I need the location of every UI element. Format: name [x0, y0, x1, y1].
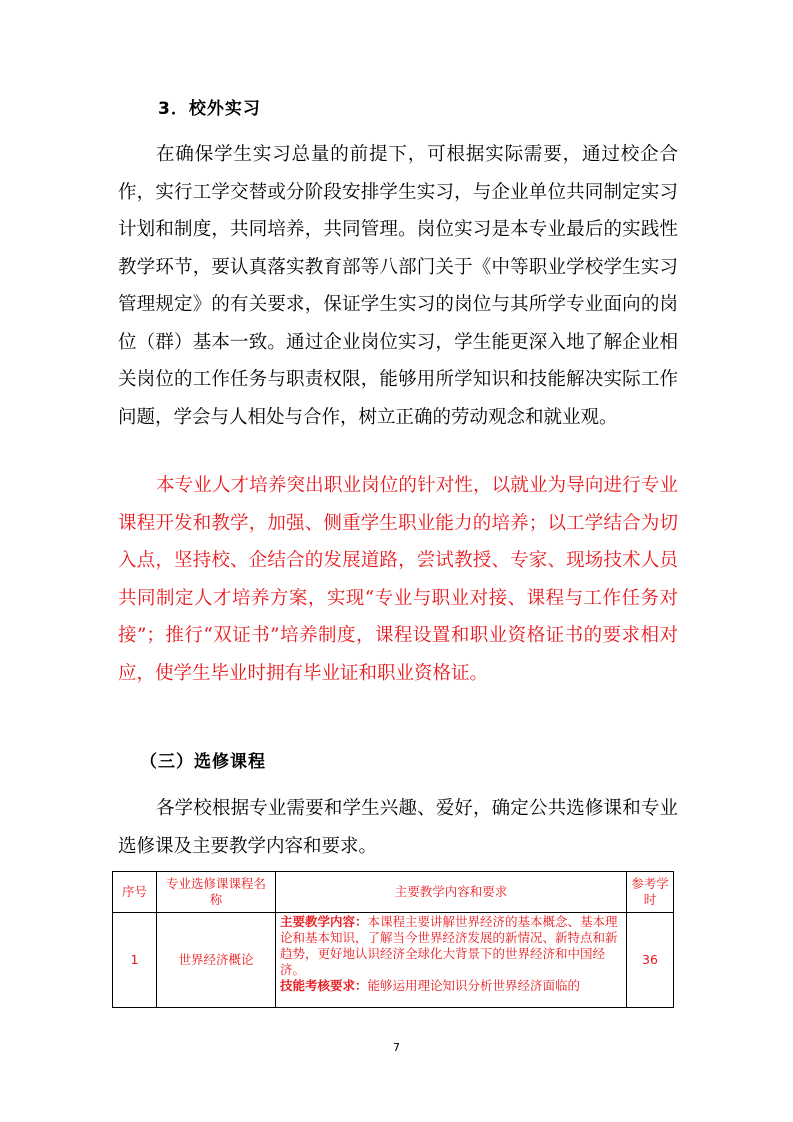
section-heading-electives: （三）选修课程 — [140, 752, 266, 772]
table-row — [113, 913, 674, 1008]
table-header-row — [113, 872, 674, 913]
elective-courses-table — [112, 871, 674, 1008]
header-no: 序号 — [113, 872, 157, 913]
header-content: 主要教学内容和要求 — [276, 872, 627, 913]
content-label: 主要教学内容： — [280, 914, 368, 929]
row-content — [276, 913, 627, 1008]
row-hours: 36 — [627, 913, 674, 1008]
paragraph-training-mode: 本专业人才培养突出职业岗位的针对性，以就业为导向进行专业课程开发和教学，加强、侧重学生职业能力的培养；以工学结合为切入点，坚持校、企结合的发展道路，尝试教授、专家、现场技术人员共同制定人才培养方案，实现“专业与职业对接、课程与工作任务对接”；推行“双证书”培养制度，课程设置和职业资格证书的要求相对应，使学生毕业时拥有毕业证和职业资格证。 — [118, 475, 678, 684]
header-course-name: 专业选修课课程名称 — [157, 872, 276, 913]
skill-label: 技能考核要求： — [280, 978, 368, 993]
row-no: 1 — [113, 913, 157, 1008]
paragraph-internship: 在确保学生实习总量的前提下，可根据实际需要，通过校企合作，实行工学交替或分阶段安排学生实习，与企业单位共同制定实习计划和制度，共同培养，共同管理。岗位实习是本专业最后的实践性教学环节，要认真落实教育部等八部门关于《中等职业学校学生实习管理规定》的有关要求，保证学生实习的岗位与其所学专业面向的岗位（群）基本一致。通过企业岗位实习，学生能更深入地了解企业相关岗位的工作任务与职责权限，能够用所学知识和技能解决实际工作问题，学会与人相处与合作，树立正确的劳动观念和就业观。 — [118, 144, 678, 428]
paragraph-electives: 各学校根据专业需要和学生兴趣、爱好，确定公共选修课和专业选修课及主要教学内容和要求。 — [118, 798, 678, 857]
skill-text: 能够运用理论知识分析世界经济面临的 — [367, 978, 581, 993]
section-heading-internship: 3．校外实习 — [158, 99, 261, 119]
row-course-name: 世界经济概论 — [157, 913, 276, 1008]
header-hours: 参考学时 — [627, 872, 674, 913]
content-text: 本课程主要讲解世界经济的基本概念、基本理论和基本知识，了解当今世界经济发展的新情况、新特点和新趋势，更好地认识经济全球化大背景下的世界经济和中国经济。 — [280, 914, 618, 977]
page-number: 7 — [393, 1041, 400, 1054]
